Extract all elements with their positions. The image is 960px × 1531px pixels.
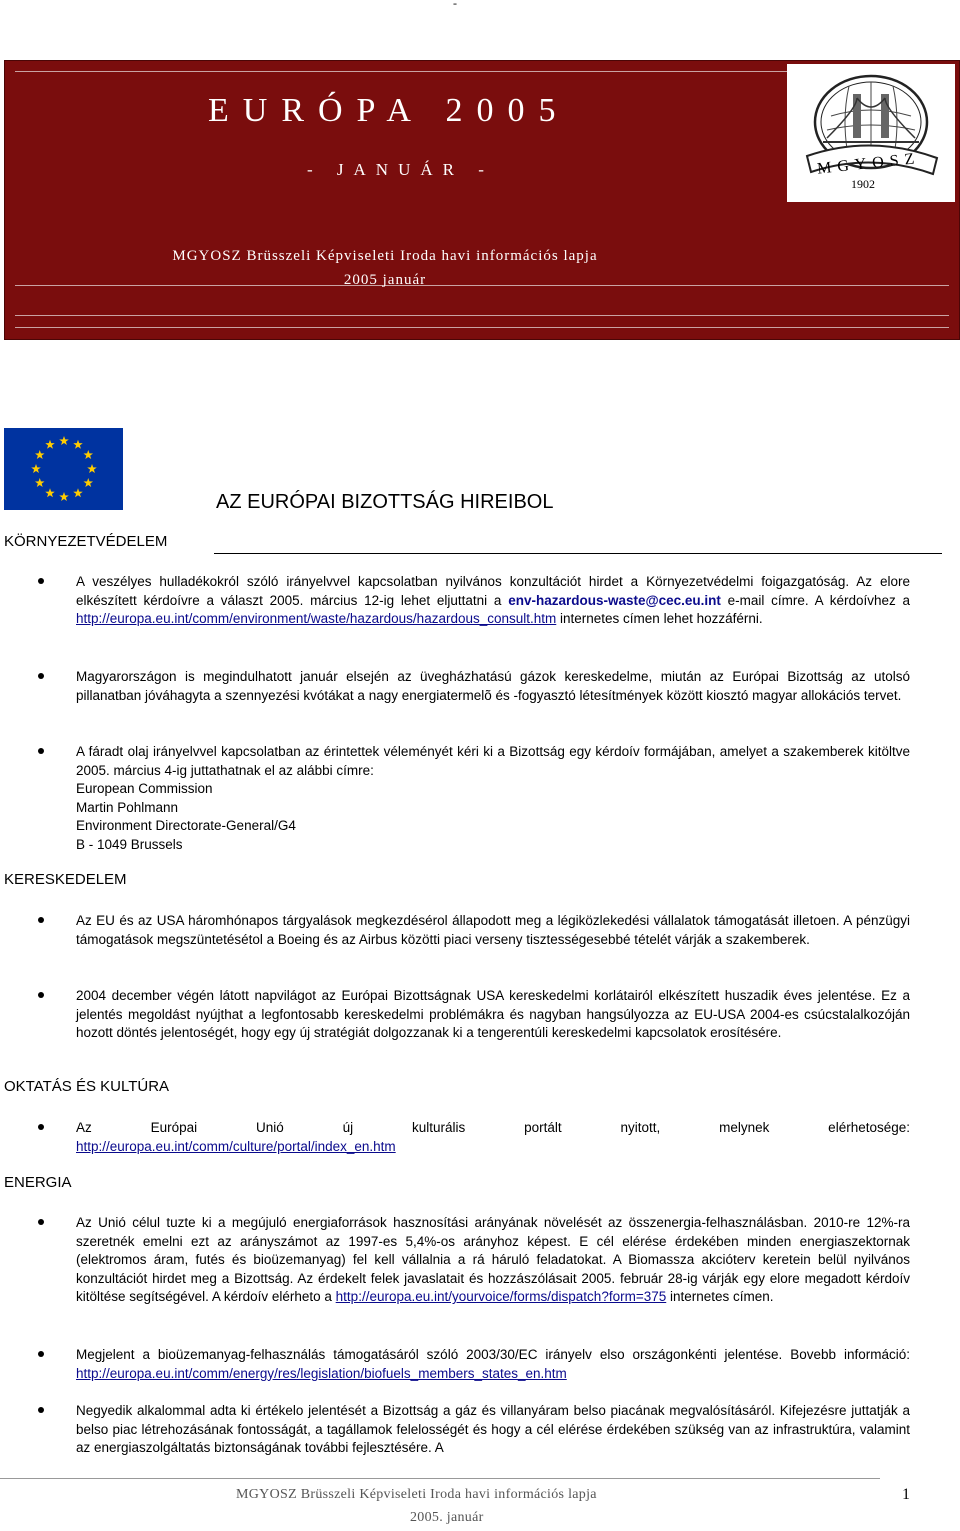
banner-title: EURÓPA 2005 bbox=[208, 92, 570, 129]
bullet-icon bbox=[38, 917, 44, 923]
banner-rule bbox=[15, 327, 949, 328]
consultation-link[interactable]: http://europa.eu.int/comm/environment/waste/hazardous/hazardous_consult.htm bbox=[76, 611, 557, 626]
bullet-icon bbox=[38, 748, 44, 754]
culture-portal-link[interactable]: http://europa.eu.int/comm/culture/portal/index_en.htm bbox=[76, 1139, 396, 1154]
footer-date: 2005. január bbox=[410, 1510, 484, 1525]
bullet-icon bbox=[38, 992, 44, 998]
section-label-education: OKTATÁS ÉS KULTÚRA bbox=[4, 1078, 170, 1095]
bullet-icon bbox=[38, 1407, 44, 1413]
item-text: Az Unió célul tuzte ki a megújuló energiaforrások hasznosítási arányának növelését az összenergia-felhasználásban. 2010-re 12%-ra szeretnék emelni ezt az arányszámot az 1997-es 5,4%-os arányhoz képest. E cél elérése érdekében minden energiaszektornak (elektromos áram, futés és bioüzemanyag) fel kell vállalnia a rá háruló feladatokat. A Biomassza akcióterv keretein belül nyilvános konzultációt hirdet meg a Bizottság. Az érdekelt felek javaslatait és hozzászólásait 2005. február 28-ig várják egy elore megadott kérdoív kitöltése segítségével. A kérdoív elérheto a bbox=[76, 1215, 910, 1304]
logo-text: MGYOSZ bbox=[816, 149, 922, 178]
banner-rule bbox=[15, 315, 949, 316]
section-label-energy: ENERGIA bbox=[4, 1174, 72, 1191]
env-item-waste-oil bbox=[76, 743, 910, 854]
address-line: Environment Directorate-General/G4 bbox=[76, 818, 296, 833]
item-text: Az Európai Unió új kulturális portált nyitott, melynek elérhetosége: bbox=[76, 1120, 910, 1135]
item-text: internetes címen lehet hozzáférni. bbox=[556, 611, 763, 626]
biofuels-link[interactable]: http://europa.eu.int/comm/energy/res/legislation/biofuels_members_states_en.htm bbox=[76, 1365, 567, 1381]
banner-subtitle: MGYOSZ Brüsszeli Képviseleti Iroda havi információs lapja bbox=[172, 248, 598, 264]
energy-item-biofuels bbox=[76, 1346, 910, 1383]
commission-heading: AZ EURÓPAI BIZOTTSÁG HIREIBOL bbox=[216, 491, 554, 513]
bullet-icon bbox=[38, 1219, 44, 1225]
education-link-row bbox=[76, 1138, 910, 1157]
email-link[interactable]: env-hazardous-waste@cec.eu.int bbox=[508, 592, 721, 608]
item-text: A veszélyes hulladékokról szóló irányelvvel kapcsolatban nyilvános konzultációt hirdet a Környezetvédelmi foigazgatóság. Az elore elkészített kérdoívre a választ 2005. március 12-ig lehet eljuttatni a bbox=[76, 574, 910, 608]
top-mark: - bbox=[453, 0, 457, 10]
item-text: A fáradt olaj irányelvvel kapcsolatban az érintettek véleményét kéri ki a Bizottság egy kérdoív formájában, amelyet a szakemberek kitöltve 2005. március 4-ig juttathatnak el az alábbi címre: bbox=[76, 744, 910, 778]
item-text: e-mail címre. A kérdoívhez a bbox=[720, 592, 910, 608]
heading-rule bbox=[214, 553, 942, 554]
section-label-environment: KÖRNYEZETVÉDELEM bbox=[4, 533, 168, 550]
banner-date: 2005 január bbox=[343, 272, 427, 288]
footer-rule bbox=[0, 1478, 880, 1479]
energy-item-renewables bbox=[76, 1214, 910, 1307]
education-item-culture-portal bbox=[76, 1119, 910, 1138]
bullet-icon bbox=[38, 1351, 44, 1357]
section-label-trade: KERESKEDELEM bbox=[4, 871, 127, 888]
biomass-consultation-link[interactable]: http://europa.eu.int/yourvoice/forms/dispatch?form=375 bbox=[335, 1289, 667, 1304]
bullet-icon bbox=[38, 1124, 44, 1130]
banner-month: - JANUÁR - bbox=[307, 160, 494, 179]
eu-flag-icon bbox=[4, 428, 123, 510]
footer-text: MGYOSZ Brüsszeli Képviseleti Iroda havi információs lapja bbox=[236, 1487, 597, 1502]
address-line: European Commission bbox=[76, 781, 213, 796]
env-item-hazardous-waste bbox=[76, 573, 910, 629]
address-line: Martin Pohlmann bbox=[76, 799, 179, 815]
item-text: internetes címen. bbox=[666, 1289, 774, 1304]
address-line: B - 1049 Brussels bbox=[76, 836, 183, 852]
trade-item-usa-report: 2004 december végén látott napvilágot az Európai Bizottságnak USA kereskedelmi korlátairól elkészített huszadik éves jelentése. Ez a jelentés megoldást nyújthat a legfontosabb kereskedelmi problémákra és nagyban hangsúlyozza az EU-USA 2004-es csúcstalalkozóján hozott döntés jelentoségét, hogy egy új stratégiát dolgozzanak ki a tengerentúli kereskedelmi kapcsolatok erosítésére. bbox=[76, 988, 910, 1040]
item-text: Megjelent a bioüzemanyag-felhasználás támogatásáról szóló 2003/30/EC irányelv elso országonkénti jelentése. Bovebb információ: bbox=[76, 1347, 910, 1362]
page-number: 1 bbox=[902, 1486, 910, 1503]
env-item-emissions-trading: Magyarországon is megindulhatott január elsején az üvegházhatású gázok kereskedelme, miután az Európai Bizottság az utolsó pillanatban jóváhagyta a szennyezési kvótákat a nagy energiatermelõ és -fogyasztó létesítmények között kiosztó magyar allokációs tervet. bbox=[76, 669, 910, 703]
logo-year: 1902 bbox=[851, 177, 875, 191]
bullet-icon bbox=[38, 578, 44, 584]
energy-item-internal-market: Negyedik alkalommal adta ki értékelo jelentését a Bizottság a gáz és villanyáram belso piacának megvalósításáról. Kifejezésre juttatják a belso piac létrehozásának fontosságát, a tagállamok felelosségét és hogy a cél elérése érdekében szükség van az infrastruktúra, valamint az energiaszolgáltatás biztonságának további fejlesztésére. A bbox=[76, 1403, 910, 1455]
trade-item-aviation: Az EU és az USA háromhónapos tárgyalások megkezdésérol állapodott meg a légiközlekedési vállalatok támogatását illetoen. A pénzügyi támogatások megszüntetésétol a Boeing és az Airbus közötti piaci verseny tisztességesebbé tételét várják a szakemberek. bbox=[76, 913, 910, 947]
bullet-icon bbox=[38, 673, 44, 679]
